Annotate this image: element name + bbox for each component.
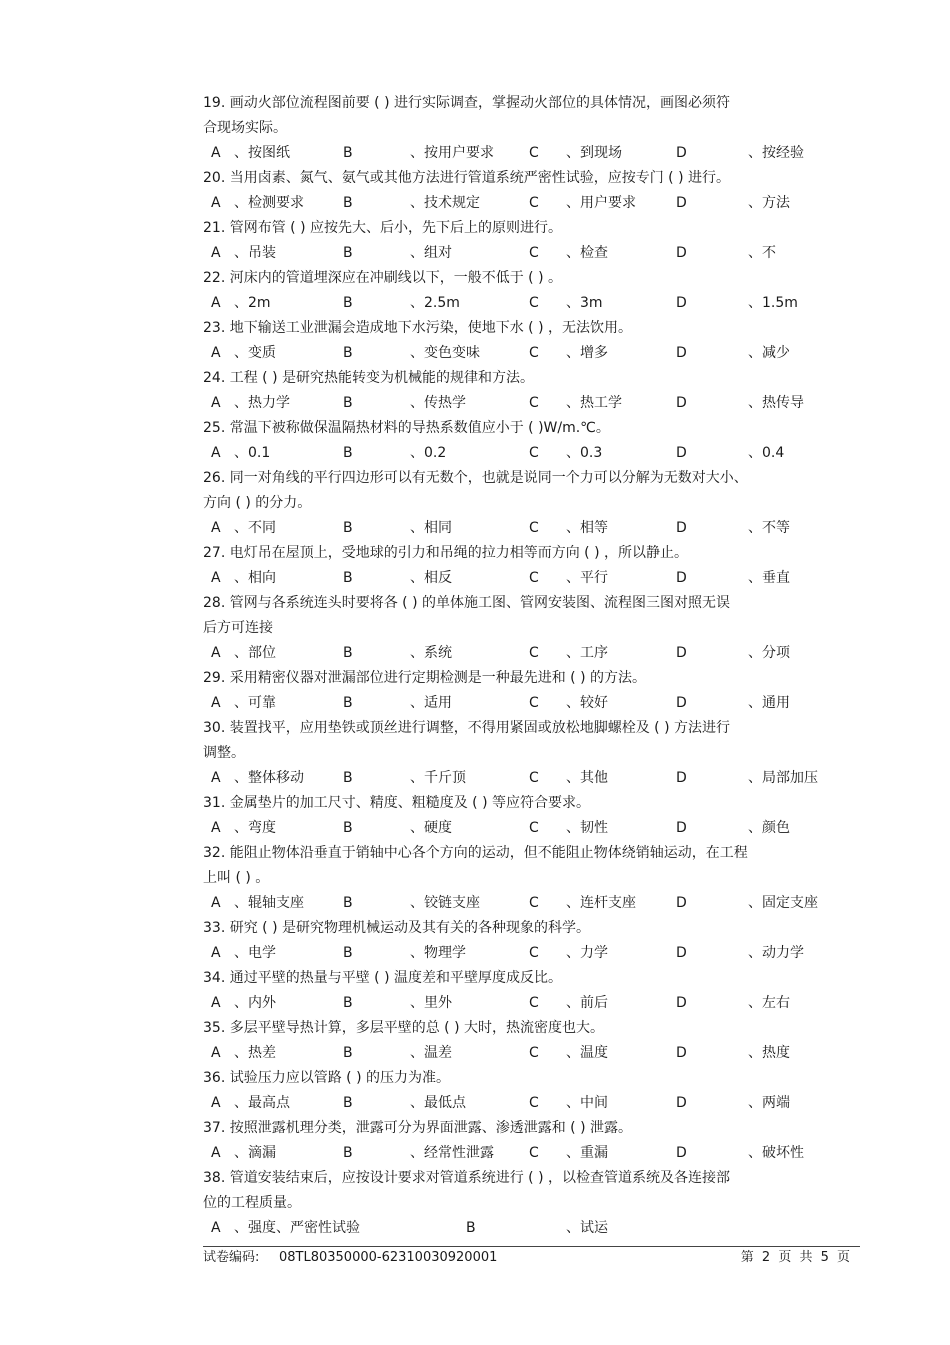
option-text: 、热度	[748, 1045, 790, 1061]
option-letter: A	[211, 345, 221, 361]
question-item	[203, 1166, 863, 1241]
question-item	[203, 666, 863, 716]
option-letter: D	[676, 995, 687, 1011]
option-text: 、通用	[748, 695, 790, 711]
option-letter: A	[211, 945, 221, 961]
option-letter: C	[529, 995, 539, 1011]
option-text: 、分项	[748, 645, 790, 661]
option-letter: D	[676, 195, 687, 211]
page-number: 第 2 页 共 5 页	[740, 1250, 850, 1265]
option-letter: C	[529, 445, 539, 461]
question-stem: 19. 画动火部位流程图前要 ( ) 进行实际调查，掌握动火部位的具体情况，画图必须符	[203, 95, 730, 111]
option-text: 、变色变味	[410, 345, 480, 361]
question-stem: 25. 常温下被称做保温隔热材料的导热系数值应小于 ( )W/m.℃。	[203, 420, 610, 436]
option-text: 、试运	[566, 1220, 608, 1236]
question-stem: 29. 采用精密仪器对泄漏部位进行定期检测是一种最先进和 ( ) 的方法。	[203, 670, 646, 686]
option-letter: A	[211, 395, 221, 411]
question-stem: 32. 能阻止物体沿垂直于销轴中心各个方向的运动，但不能阻止物体绕销轴运动，在工程	[203, 845, 748, 861]
option-text: 、工序	[566, 645, 608, 661]
option-letter: A	[211, 995, 221, 1011]
exam-code-value: 08TL80350000-62310030920001	[279, 1250, 498, 1265]
exam-code-label: 试卷编码:	[203, 1250, 260, 1265]
option-text: 、弯度	[234, 820, 276, 836]
option-letter: A	[211, 295, 221, 311]
question-stem: 30. 装置找平，应用垫铁或顶丝进行调整，不得用紧固或放松地脚螺栓及 ( ) 方法进行	[203, 720, 730, 736]
option-letter: B	[343, 645, 353, 661]
question-item	[203, 916, 863, 966]
question-list	[203, 91, 863, 1241]
option-text: 、按经验	[748, 145, 804, 161]
option-letter: B	[343, 245, 353, 261]
option-letter: C	[529, 820, 539, 836]
question-item	[203, 466, 863, 541]
option-letter: C	[529, 145, 539, 161]
option-text: 、适用	[410, 695, 452, 711]
option-letter: D	[676, 445, 687, 461]
option-text: 、0.4	[748, 445, 785, 461]
option-text: 、相同	[410, 520, 452, 536]
option-text: 、固定支座	[748, 895, 818, 911]
option-text: 、部位	[234, 645, 276, 661]
option-text: 、不	[748, 245, 776, 261]
question-stem: 31. 金属垫片的加工尺寸、精度、粗糙度及 ( ) 等应符合要求。	[203, 795, 590, 811]
option-text: 、颜色	[748, 820, 790, 836]
option-letter: B	[343, 1095, 353, 1111]
option-text: 、中间	[566, 1095, 608, 1111]
option-text: 、局部加压	[748, 770, 818, 786]
question-stem-continued: 上叫 ( ) 。	[203, 870, 270, 886]
option-row	[203, 566, 863, 591]
option-row	[203, 991, 863, 1016]
option-letter: C	[529, 645, 539, 661]
option-row	[203, 141, 863, 166]
question-stem: 34. 通过平壁的热量与平壁 ( ) 温度差和平壁厚度成反比。	[203, 970, 562, 986]
option-letter: A	[211, 645, 221, 661]
option-text: 、热差	[234, 1045, 276, 1061]
question-item	[203, 716, 863, 791]
option-text: 、温度	[566, 1045, 608, 1061]
option-letter: D	[676, 770, 687, 786]
option-text: 、动力学	[748, 945, 804, 961]
option-text: 、变质	[234, 345, 276, 361]
option-text: 、按图纸	[234, 145, 290, 161]
option-text: 、较好	[566, 695, 608, 711]
option-letter: B	[343, 995, 353, 1011]
option-letter: C	[529, 520, 539, 536]
option-letter: D	[676, 1095, 687, 1111]
option-letter: C	[529, 945, 539, 961]
option-letter: C	[529, 245, 539, 261]
question-stem: 21. 管网布管 ( ) 应按先大、后小，先下后上的原则进行。	[203, 220, 562, 236]
option-letter: C	[529, 770, 539, 786]
option-row	[203, 191, 863, 216]
question-stem: 24. 工程 ( ) 是研究热能转变为机械能的规律和方法。	[203, 370, 534, 386]
option-text: 、方法	[748, 195, 790, 211]
question-stem: 23. 地下输送工业泄漏会造成地下水污染，使地下水 ( ) ，无法饮用。	[203, 320, 632, 336]
question-item	[203, 1066, 863, 1116]
option-row	[203, 241, 863, 266]
option-text: 、其他	[566, 770, 608, 786]
option-letter: C	[529, 1045, 539, 1061]
option-text: 、检查	[566, 245, 608, 261]
option-text: 、重漏	[566, 1145, 608, 1161]
option-text: 、内外	[234, 995, 276, 1011]
option-letter: D	[676, 695, 687, 711]
question-item	[203, 591, 863, 666]
option-text: 、系统	[410, 645, 452, 661]
question-stem: 20. 当用卤素、氮气、氨气或其他方法进行管道系统严密性试验，应按专门 ( ) 进行。	[203, 170, 730, 186]
option-text: 、辊轴支座	[234, 895, 304, 911]
question-stem-continued: 调整。	[203, 745, 245, 761]
option-letter: D	[676, 895, 687, 911]
option-letter: A	[211, 1045, 221, 1061]
option-text: 、技术规定	[410, 195, 480, 211]
question-stem-continued: 合现场实际。	[203, 120, 287, 136]
option-letter: A	[211, 245, 221, 261]
option-row	[203, 891, 863, 916]
option-letter: B	[343, 395, 353, 411]
option-row	[203, 941, 863, 966]
question-stem-continued: 方向 ( ) 的分力。	[203, 495, 312, 511]
option-text: 、2.5m	[410, 295, 460, 311]
option-letter: C	[529, 1095, 539, 1111]
option-text: 、热工学	[566, 395, 622, 411]
option-letter: C	[529, 895, 539, 911]
option-text: 、不等	[748, 520, 790, 536]
option-text: 、传热学	[410, 395, 466, 411]
question-item	[203, 216, 863, 266]
option-letter: D	[676, 945, 687, 961]
option-letter: C	[529, 570, 539, 586]
option-text: 、相向	[234, 570, 276, 586]
option-text: 、吊装	[234, 245, 276, 261]
question-item	[203, 841, 863, 916]
option-letter: B	[343, 145, 353, 161]
option-text: 、可靠	[234, 695, 276, 711]
question-stem-continued: 后方可连接	[203, 620, 273, 636]
option-text: 、破坏性	[748, 1145, 804, 1161]
option-text: 、温差	[410, 1045, 452, 1061]
question-item	[203, 541, 863, 591]
question-stem: 27. 电灯吊在屋顶上，受地球的引力和吊绳的拉力相等而方向 ( ) ，所以静止。	[203, 545, 688, 561]
option-letter: A	[211, 895, 221, 911]
question-item	[203, 1016, 863, 1066]
option-text: 、两端	[748, 1095, 790, 1111]
option-letter: C	[529, 695, 539, 711]
question-item	[203, 791, 863, 841]
option-text: 、按用户要求	[410, 145, 494, 161]
option-row	[203, 1041, 863, 1066]
option-letter: C	[529, 295, 539, 311]
option-letter: D	[676, 345, 687, 361]
question-item	[203, 266, 863, 316]
option-letter: A	[211, 1095, 221, 1111]
option-letter: B	[343, 570, 353, 586]
option-letter: B	[343, 295, 353, 311]
option-text: 、相反	[410, 570, 452, 586]
question-stem: 38. 管道安装结束后，应按设计要求对管道系统进行 ( ) ，以检查管道系统及各连接部	[203, 1170, 730, 1186]
option-row	[203, 1216, 863, 1241]
option-text: 、强度、严密性试验	[234, 1220, 360, 1236]
option-text: 、千斤顶	[410, 770, 466, 786]
option-letter: D	[676, 1145, 687, 1161]
option-row	[203, 766, 863, 791]
option-letter: C	[529, 395, 539, 411]
option-letter: B	[343, 1045, 353, 1061]
option-text: 、左右	[748, 995, 790, 1011]
option-letter: C	[529, 195, 539, 211]
question-item	[203, 416, 863, 466]
option-text: 、组对	[410, 245, 452, 261]
option-text: 、最低点	[410, 1095, 466, 1111]
question-stem: 37. 按照泄露机理分类，泄露可分为界面泄露、渗透泄露和 ( ) 泄露。	[203, 1120, 632, 1136]
question-item	[203, 316, 863, 366]
question-item	[203, 966, 863, 1016]
option-text: 、0.2	[410, 445, 447, 461]
option-text: 、不同	[234, 520, 276, 536]
option-text: 、经常性泄露	[410, 1145, 494, 1161]
question-stem: 26. 同一对角线的平行四边形可以有无数个，也就是说同一个力可以分解为无数对大小、	[203, 470, 748, 486]
option-text: 、检测要求	[234, 195, 304, 211]
option-text: 、最高点	[234, 1095, 290, 1111]
option-letter: A	[211, 820, 221, 836]
option-letter: D	[676, 1045, 687, 1061]
option-text: 、平行	[566, 570, 608, 586]
option-letter: C	[529, 345, 539, 361]
option-letter: C	[529, 1145, 539, 1161]
option-text: 、连杆支座	[566, 895, 636, 911]
question-stem: 33. 研究 ( ) 是研究物理机械运动及其有关的各种现象的科学。	[203, 920, 590, 936]
option-letter: A	[211, 1145, 221, 1161]
option-letter: B	[343, 695, 353, 711]
question-stem: 28. 管网与各系统连头时要将各 ( ) 的单体施工图、管网安装图、流程图三图对照无误	[203, 595, 730, 611]
option-letter: A	[211, 520, 221, 536]
option-row	[203, 441, 863, 466]
option-row	[203, 816, 863, 841]
option-text: 、2m	[234, 295, 271, 311]
option-text: 、用户要求	[566, 195, 636, 211]
question-item	[203, 91, 863, 166]
option-letter: A	[211, 570, 221, 586]
option-text: 、滴漏	[234, 1145, 276, 1161]
option-letter: A	[211, 145, 221, 161]
option-text: 、相等	[566, 520, 608, 536]
option-letter: A	[211, 695, 221, 711]
option-letter: A	[211, 445, 221, 461]
option-text: 、热力学	[234, 395, 290, 411]
option-text: 、铰链支座	[410, 895, 480, 911]
option-text: 、减少	[748, 345, 790, 361]
option-letter: B	[343, 1145, 353, 1161]
option-letter: B	[343, 345, 353, 361]
question-stem: 22. 河床内的管道埋深应在冲刷线以下，一般不低于 ( ) 。	[203, 270, 562, 286]
option-letter: D	[676, 245, 687, 261]
option-letter: B	[343, 820, 353, 836]
option-row	[203, 641, 863, 666]
option-text: 、垂直	[748, 570, 790, 586]
option-letter: B	[343, 520, 353, 536]
option-text: 、3m	[566, 295, 603, 311]
question-stem: 35. 多层平壁导热计算，多层平壁的总 ( ) 大时，热流密度也大。	[203, 1020, 604, 1036]
option-row	[203, 291, 863, 316]
option-letter: D	[676, 570, 687, 586]
option-letter: B	[343, 770, 353, 786]
option-text: 、0.3	[566, 445, 603, 461]
option-text: 、硬度	[410, 820, 452, 836]
option-text: 、韧性	[566, 820, 608, 836]
option-row	[203, 391, 863, 416]
option-letter: D	[676, 645, 687, 661]
option-letter: D	[676, 395, 687, 411]
question-item	[203, 366, 863, 416]
option-letter: B	[466, 1220, 476, 1236]
option-letter: D	[676, 520, 687, 536]
option-text: 、增多	[566, 345, 608, 361]
option-text: 、电学	[234, 945, 276, 961]
question-item	[203, 1116, 863, 1166]
option-letter: D	[676, 295, 687, 311]
question-stem: 36. 试验压力应以管路 ( ) 的压力为准。	[203, 1070, 450, 1086]
option-text: 、前后	[566, 995, 608, 1011]
option-text: 、整体移动	[234, 770, 304, 786]
option-row	[203, 1141, 863, 1166]
option-letter: B	[343, 195, 353, 211]
option-letter: D	[676, 820, 687, 836]
option-letter: D	[676, 145, 687, 161]
option-text: 、到现场	[566, 145, 622, 161]
option-letter: A	[211, 770, 221, 786]
option-letter: A	[211, 1220, 221, 1236]
option-letter: A	[211, 195, 221, 211]
option-text: 、力学	[566, 945, 608, 961]
option-text: 、1.5m	[748, 295, 798, 311]
question-stem-continued: 位的工程质量。	[203, 1195, 301, 1211]
footer-divider	[203, 1246, 860, 1247]
option-row	[203, 691, 863, 716]
option-letter: B	[343, 895, 353, 911]
option-row	[203, 341, 863, 366]
option-row	[203, 516, 863, 541]
option-text: 、物理学	[410, 945, 466, 961]
option-text: 、里外	[410, 995, 452, 1011]
option-row	[203, 1091, 863, 1116]
option-text: 、0.1	[234, 445, 271, 461]
option-text: 、热传导	[748, 395, 804, 411]
option-letter: B	[343, 445, 353, 461]
option-letter: B	[343, 945, 353, 961]
question-item	[203, 166, 863, 216]
